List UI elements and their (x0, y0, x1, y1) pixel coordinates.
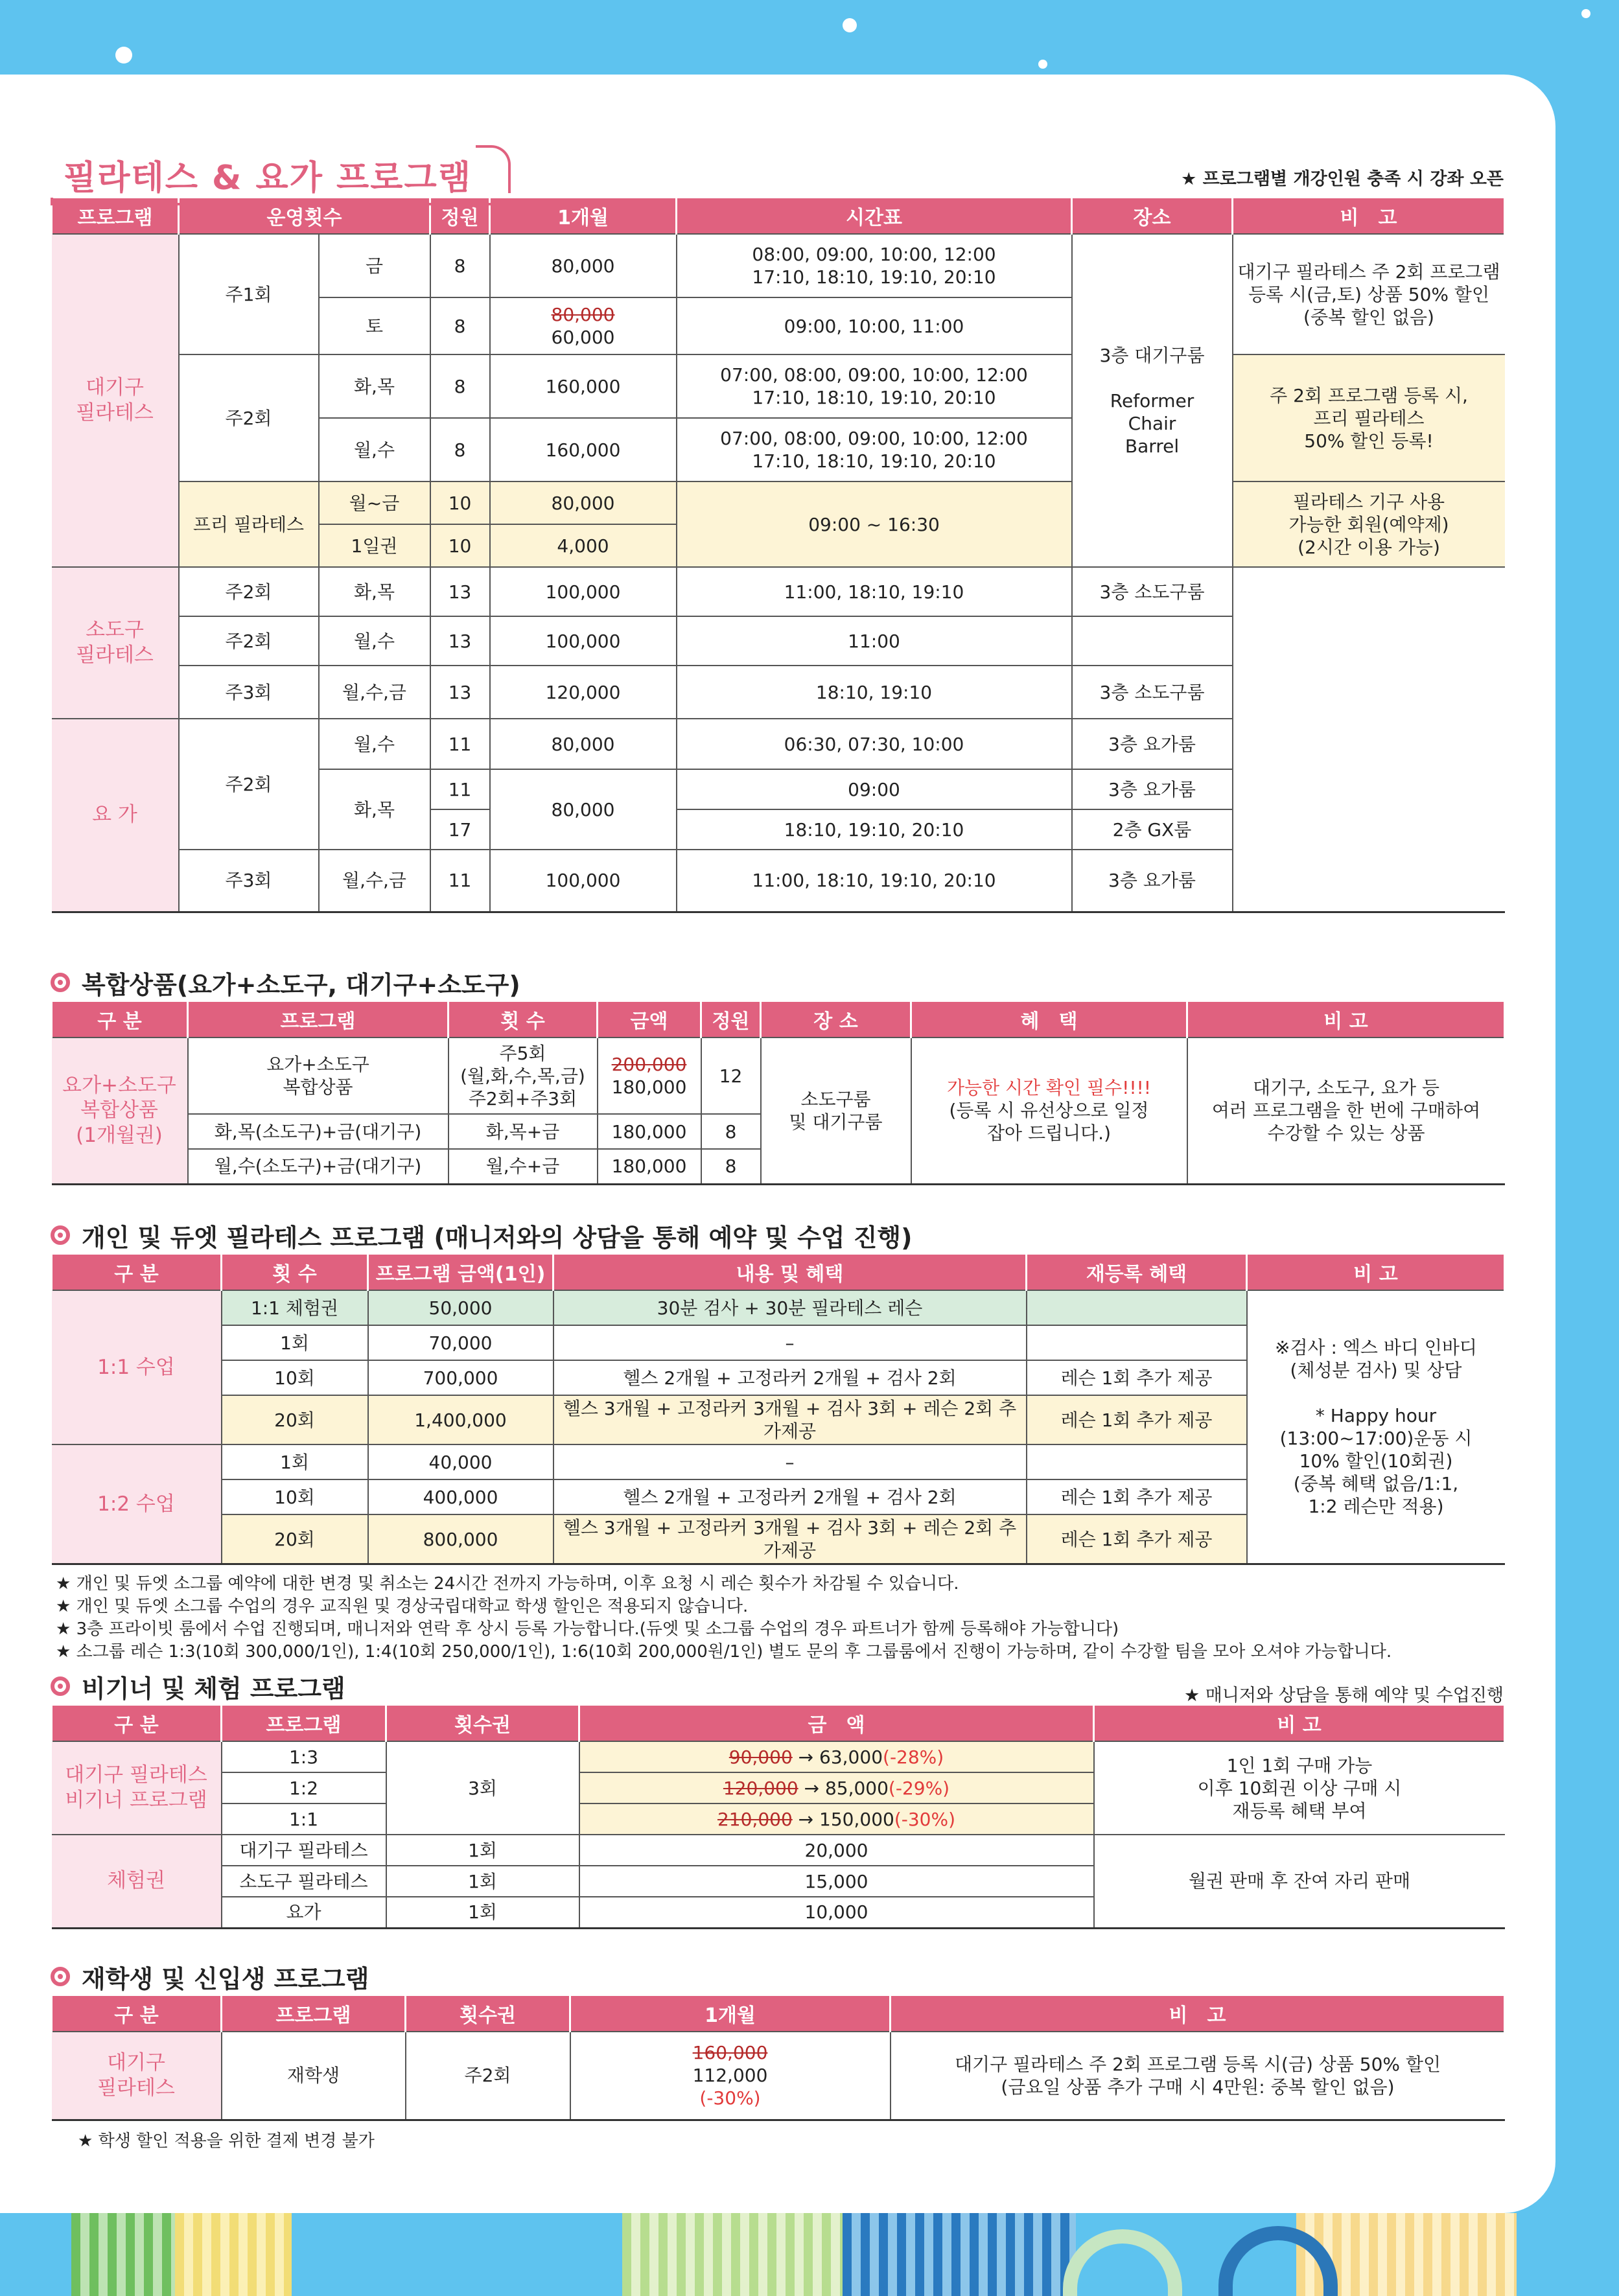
place: 3층 요가룸 (1072, 719, 1233, 769)
content: 헬스 2개월 + 고정라커 2개월 + 검사 2회 (553, 1479, 1027, 1514)
place: 2층 GX룸 (1072, 809, 1233, 850)
cap: 8 (430, 418, 490, 481)
header: 횟수권 (406, 1996, 570, 2032)
header: 프로그램 (222, 1706, 386, 1741)
price: 800,000 (368, 1514, 553, 1564)
header: 정원 (701, 1002, 761, 1038)
price: 4,000 (490, 524, 677, 567)
day: 월,수,금 (319, 666, 430, 719)
cat-1on2: 1:2 수업 (52, 1444, 222, 1564)
day: 1일권 (319, 524, 430, 567)
day: 화,목 (319, 769, 430, 850)
cap: 8 (430, 297, 490, 354)
footnote: ★ 3층 프라이빗 룸에서 수업 진행되며, 매니저와 연락 후 상시 등록 가능합니다.(듀엣 및 소그룹 수업의 경우 파트너가 함께 등록해야 가능합니다) (56, 1619, 1119, 1640)
header: 횟 수 (448, 1002, 598, 1038)
footnote: ★ 개인 및 듀엣 소그룹 예약에 대한 변경 및 취소는 24시간 전까지 가능하며, 이후 요청 시 레슨 횟수가 차감될 수 있습니다. (56, 1574, 959, 1594)
freq: 주2회 (179, 616, 319, 666)
day: 화,목 (319, 567, 430, 616)
personal-footnotes (51, 1573, 1504, 1664)
header: 구 분 (52, 1996, 222, 2032)
student-footnote: ★ 학생 할인 적용을 위한 결제 변경 불가 (78, 2131, 375, 2151)
header: 재등록 혜택 (1027, 1255, 1247, 1290)
content: 헬스 2개월 + 고정라커 2개월 + 검사 2회 (553, 1360, 1027, 1395)
schedule: 11:00 (677, 616, 1072, 666)
cap: 10 (430, 524, 490, 567)
old-price: 160,000 (692, 2042, 768, 2064)
decor-dot (115, 47, 132, 64)
cap: 8 (430, 234, 490, 297)
header-place: 장소 (1072, 198, 1233, 234)
header-capacity: 정원 (430, 198, 490, 234)
rereg (1027, 1290, 1247, 1325)
decor-dot (1038, 60, 1047, 69)
cat-beginner: 대기구 필라테스 비기너 프로그램 (52, 1741, 222, 1835)
price: 700,000 (368, 1360, 553, 1395)
content: – (553, 1325, 1027, 1360)
cap: 11 (430, 719, 490, 769)
count: 1회 (386, 1897, 579, 1928)
price: 400,000 (368, 1479, 553, 1514)
bottom-decoration (0, 2213, 1619, 2296)
old-price: 80,000 (551, 304, 615, 325)
header: 금액 (598, 1002, 701, 1038)
old-price: 90,000 (728, 1746, 793, 1768)
freq: 주2회 (179, 719, 319, 850)
new-price: 150,000 (819, 1808, 894, 1830)
header: 혜 택 (911, 1002, 1187, 1038)
note: 월권 판매 후 잔여 자리 판매 (1094, 1835, 1505, 1928)
day: 토 (319, 297, 430, 354)
old-price: 120,000 (723, 1777, 798, 1799)
content: 헬스 3개월 + 고정라커 3개월 + 검사 3회 + 레슨 2회 추가제공 (553, 1395, 1027, 1444)
price: 160,000 (490, 418, 677, 481)
header-schedule: 시간표 (677, 198, 1072, 234)
count: 3회 (386, 1741, 579, 1835)
rereg: 레슨 1회 추가 제공 (1027, 1360, 1247, 1395)
header: 내용 및 혜택 (553, 1255, 1027, 1290)
count: 1회 (386, 1866, 579, 1897)
day: 월,수,금 (319, 850, 430, 912)
personal-title: 개인 및 듀엣 필라테스 프로그램 (매니저와의 상담을 통해 예약 및 수업 진행) (82, 1223, 913, 1252)
price-discounted (598, 1038, 701, 1114)
header: 횟 수 (222, 1255, 368, 1290)
schedule: 11:00, 18:10, 19:10 (677, 567, 1072, 616)
program: 대기구 필라테스 (222, 1835, 386, 1866)
schedule: 07:00, 08:00, 09:00, 10:00, 12:00 17:10, 18:10, 19:10, 20:10 (677, 354, 1072, 418)
combo-table (51, 1002, 1506, 1185)
schedule: 18:10, 19:10, 20:10 (677, 809, 1072, 850)
rereg: 레슨 1회 추가 제공 (1027, 1395, 1247, 1444)
content: 헬스 3개월 + 고정라커 3개월 + 검사 3회 + 레슨 2회 추가제공 (553, 1514, 1027, 1564)
header-frequency: 운영횟수 (179, 198, 430, 234)
header: 프로그램 금액(1인) (368, 1255, 553, 1290)
cap: 10 (430, 481, 490, 524)
cap: 13 (430, 567, 490, 616)
footnote: ★ 소그룹 레슨 1:3(10회 300,000/1인), 1:4(10회 250,000/1인), 1:6(10회 200,000원/1인) 별도 문의 후 그룹룸에서 진행이 가능하며, 같이 수강할 팀을 모아 오셔야 가능합니다. (56, 1642, 1392, 1662)
student-table (51, 1996, 1506, 2121)
place-daegigu: 3층 대기구룸 Reformer Chair Barrel (1072, 234, 1233, 567)
price: 80,000 (490, 719, 677, 769)
place (1072, 616, 1233, 666)
bullet-icon (51, 973, 70, 992)
header: 프로그램 (222, 1996, 406, 2032)
beginner-section (51, 1667, 1504, 1929)
freq: 주2회 (179, 567, 319, 616)
price: 80,000 (490, 769, 677, 850)
header-program: 프로그램 (52, 198, 179, 234)
student-title: 재학생 및 신입생 프로그램 (82, 1964, 369, 1993)
day: 화,목 (319, 354, 430, 418)
header-note: 비 고 (1233, 198, 1505, 234)
program: 1:3 (222, 1741, 386, 1772)
price-discounted: 90,000 → 63,000(-28%) (579, 1741, 1094, 1772)
personal-section (51, 1216, 1504, 1664)
price: 50,000 (368, 1290, 553, 1325)
header: 금 액 (579, 1706, 1094, 1741)
new-price: 60,000 (551, 327, 615, 348)
price: 80,000 (490, 481, 677, 524)
decor-dot (843, 18, 857, 32)
freq-weekly1: 주1회 (179, 234, 319, 354)
pilates-yoga-note: ★ 프로그램별 개강인원 충족 시 강좌 오픈 (1181, 169, 1504, 189)
freq: 주3회 (179, 850, 319, 912)
count: 1:1 체험권 (222, 1290, 368, 1325)
header: 1개월 (570, 1996, 891, 2032)
note-weekly2: 주 2회 프로그램 등록 시, 프리 필라테스 50% 할인 등록! (1233, 354, 1505, 481)
price: 100,000 (490, 850, 677, 912)
price: 180,000 (598, 1114, 701, 1149)
footnote: ★ 개인 및 듀엣 소그룹 수업의 경우 교직원 및 경상국립대학교 학생 할인은 적용되지 않습니다. (56, 1597, 749, 1617)
freq-weekly2: 주2회 (179, 354, 319, 481)
student-section (51, 1957, 1504, 2153)
schedule: 11:00, 18:10, 19:10, 20:10 (677, 850, 1072, 912)
schedule: 09:00 (677, 769, 1072, 809)
cap: 11 (430, 769, 490, 809)
schedule-free: 09:00 ~ 16:30 (677, 481, 1072, 567)
price: 120,000 (490, 666, 677, 719)
pilates-yoga-section (51, 150, 1504, 913)
price-discounted (570, 2032, 891, 2120)
place: 3층 요가룸 (1072, 769, 1233, 809)
price-discounted (490, 297, 677, 354)
new-price: 85,000 (824, 1777, 889, 1799)
cap: 12 (701, 1038, 761, 1114)
freq: 주3회 (179, 666, 319, 719)
price: 100,000 (490, 616, 677, 666)
rereg: 레슨 1회 추가 제공 (1027, 1514, 1247, 1564)
price: 15,000 (579, 1866, 1094, 1897)
combo-section (51, 963, 1504, 1185)
schedule: 09:00, 10:00, 11:00 (677, 297, 1072, 354)
new-price: 180,000 (611, 1076, 687, 1098)
program: 요가 (222, 1897, 386, 1928)
benefit (911, 1038, 1187, 1184)
pilates-yoga-table (51, 198, 1506, 913)
price: 10,000 (579, 1897, 1094, 1928)
cat-combo: 요가+소도구 복합상품 (1개월권) (52, 1038, 188, 1184)
note-free: 필라테스 기구 사용 가능한 회원(예약제) (2시간 이용 가능) (1233, 481, 1505, 567)
cap: 13 (430, 616, 490, 666)
place: 3층 요가룸 (1072, 850, 1233, 912)
freq-free: 프리 필라테스 (179, 481, 319, 567)
day: 월,수 (319, 616, 430, 666)
bullet-icon (51, 1676, 70, 1696)
note: 대기구 필라테스 주 2회 프로그램 등록 시(금) 상품 50% 할인 (금요일 상품 추가 구매 시 4만원: 중복 할인 없음) (891, 2032, 1505, 2120)
note: 1인 1회 구매 가능 이후 10회권 이상 구매 시 재등록 혜택 부여 (1094, 1741, 1505, 1835)
header-month: 1개월 (490, 198, 677, 234)
cat-sodogu: 소도구 필라테스 (52, 567, 179, 719)
program: 재학생 (222, 2032, 406, 2120)
freq: 주5회 (월,화,수,목,금) 주2회+주3회 (448, 1038, 598, 1114)
cap: 13 (430, 666, 490, 719)
content: 30분 검사 + 30분 필라테스 레슨 (553, 1290, 1027, 1325)
price: 20,000 (579, 1835, 1094, 1866)
schedule: 18:10, 19:10 (677, 666, 1072, 719)
price-discounted: 120,000 → 85,000(-29%) (579, 1772, 1094, 1803)
program: 월,수(소도구)+금(대기구) (188, 1149, 448, 1184)
personal-table (51, 1255, 1506, 1565)
count: 10회 (222, 1479, 368, 1514)
day: 월,수 (319, 719, 430, 769)
program: 소도구 필라테스 (222, 1866, 386, 1897)
freq: 화,목+금 (448, 1114, 598, 1149)
cap: 17 (430, 809, 490, 850)
count: 1회 (222, 1325, 368, 1360)
header: 횟수권 (386, 1706, 579, 1741)
day: 월~금 (319, 481, 430, 524)
program: 요가+소도구 복합상품 (188, 1038, 448, 1114)
cap: 8 (430, 354, 490, 418)
cap: 11 (430, 850, 490, 912)
day: 금 (319, 234, 430, 297)
bullet-icon (51, 1225, 70, 1245)
place: 3층 소도구룸 (1072, 567, 1233, 616)
count: 20회 (222, 1395, 368, 1444)
discount: (-28%) (883, 1746, 944, 1768)
benefit-detail: (등록 시 유선상으로 일정 잡아 드립니다.) (949, 1100, 1149, 1144)
schedule: 08:00, 09:00, 10:00, 12:00 17:10, 18:10, 19:10, 20:10 (677, 234, 1072, 297)
cap: 8 (701, 1114, 761, 1149)
price: 1,400,000 (368, 1395, 553, 1444)
old-price: 200,000 (611, 1054, 687, 1075)
price: 80,000 (490, 234, 677, 297)
note: 대기구, 소도구, 요가 등 여러 프로그램을 한 번에 구매하여 수강할 수 있는 상품 (1187, 1038, 1505, 1184)
header: 비 고 (1187, 1002, 1505, 1038)
bullet-icon (51, 1967, 70, 1986)
price: 40,000 (368, 1444, 553, 1479)
cap: 8 (701, 1149, 761, 1184)
discount: (-30%) (699, 2087, 761, 2109)
count: 1회 (222, 1444, 368, 1479)
program: 1:2 (222, 1772, 386, 1803)
discount: (-30%) (894, 1808, 956, 1830)
program: 화,목(소도구)+금(대기구) (188, 1114, 448, 1149)
header: 프로그램 (188, 1002, 448, 1038)
header: 구 분 (52, 1255, 222, 1290)
cat-trial: 체험권 (52, 1835, 222, 1928)
old-price: 210,000 (717, 1808, 793, 1830)
price: 70,000 (368, 1325, 553, 1360)
header: 구 분 (52, 1706, 222, 1741)
discount: (-29%) (888, 1777, 950, 1799)
combo-title: 복합상품(요가+소도구, 대기구+소도구) (82, 970, 520, 999)
rereg (1027, 1444, 1247, 1479)
cat-daegigu: 대기구 필라테스 (52, 234, 179, 567)
benefit-red: 가능한 시간 확인 필수!!!! (946, 1077, 1152, 1099)
header: 비 고 (1247, 1255, 1505, 1290)
beginner-note: ★ 매니저와 상담을 통해 예약 및 수업진행 (1183, 1686, 1504, 1706)
header: 장 소 (761, 1002, 911, 1038)
beginner-table (51, 1706, 1506, 1929)
rereg (1027, 1325, 1247, 1360)
new-price: 112,000 (692, 2065, 768, 2087)
place: 소도구룸 및 대기구룸 (761, 1038, 911, 1184)
note: ※검사 : 엑스 바디 인바디 (체성분 검사) 및 상담 * Happy hour (13:00~17:00)운동 시 10% 할인(10회권) (중복 혜택 없음/1:1, 1:2 레슨만 적용) (1247, 1290, 1505, 1564)
note-empty (1233, 567, 1505, 912)
freq: 월,수+금 (448, 1149, 598, 1184)
rereg: 레슨 1회 추가 제공 (1027, 1479, 1247, 1514)
cat-1on1: 1:1 수업 (52, 1290, 222, 1444)
schedule: 07:00, 08:00, 09:00, 10:00, 12:00 17:10, 18:10, 19:10, 20:10 (677, 418, 1072, 481)
header: 비 고 (891, 1996, 1505, 2032)
cat-student: 대기구 필라테스 (52, 2032, 222, 2120)
program: 1:1 (222, 1803, 386, 1835)
price: 180,000 (598, 1149, 701, 1184)
content: – (553, 1444, 1027, 1479)
header: 비 고 (1094, 1706, 1505, 1741)
day: 월,수 (319, 418, 430, 481)
count: 1회 (386, 1835, 579, 1866)
count: 10회 (222, 1360, 368, 1395)
header: 구 분 (52, 1002, 188, 1038)
schedule: 06:30, 07:30, 10:00 (677, 719, 1072, 769)
count: 20회 (222, 1514, 368, 1564)
price: 160,000 (490, 354, 677, 418)
place: 3층 소도구룸 (1072, 666, 1233, 719)
new-price: 63,000 (819, 1746, 883, 1768)
price-discounted: 210,000 → 150,000(-30%) (579, 1803, 1094, 1835)
beginner-title: 비기너 및 체험 프로그램 (82, 1674, 345, 1703)
count: 주2회 (406, 2032, 570, 2120)
price: 100,000 (490, 567, 677, 616)
decor-dot (1581, 9, 1590, 18)
note-weekend: 대기구 필라테스 주 2회 프로그램 등록 시(금,토) 상품 50% 할인 (중복 할인 없음) (1233, 234, 1505, 354)
cat-yoga: 요 가 (52, 719, 179, 912)
pilates-yoga-title: 필라테스 & 요가 프로그램 (51, 150, 511, 203)
